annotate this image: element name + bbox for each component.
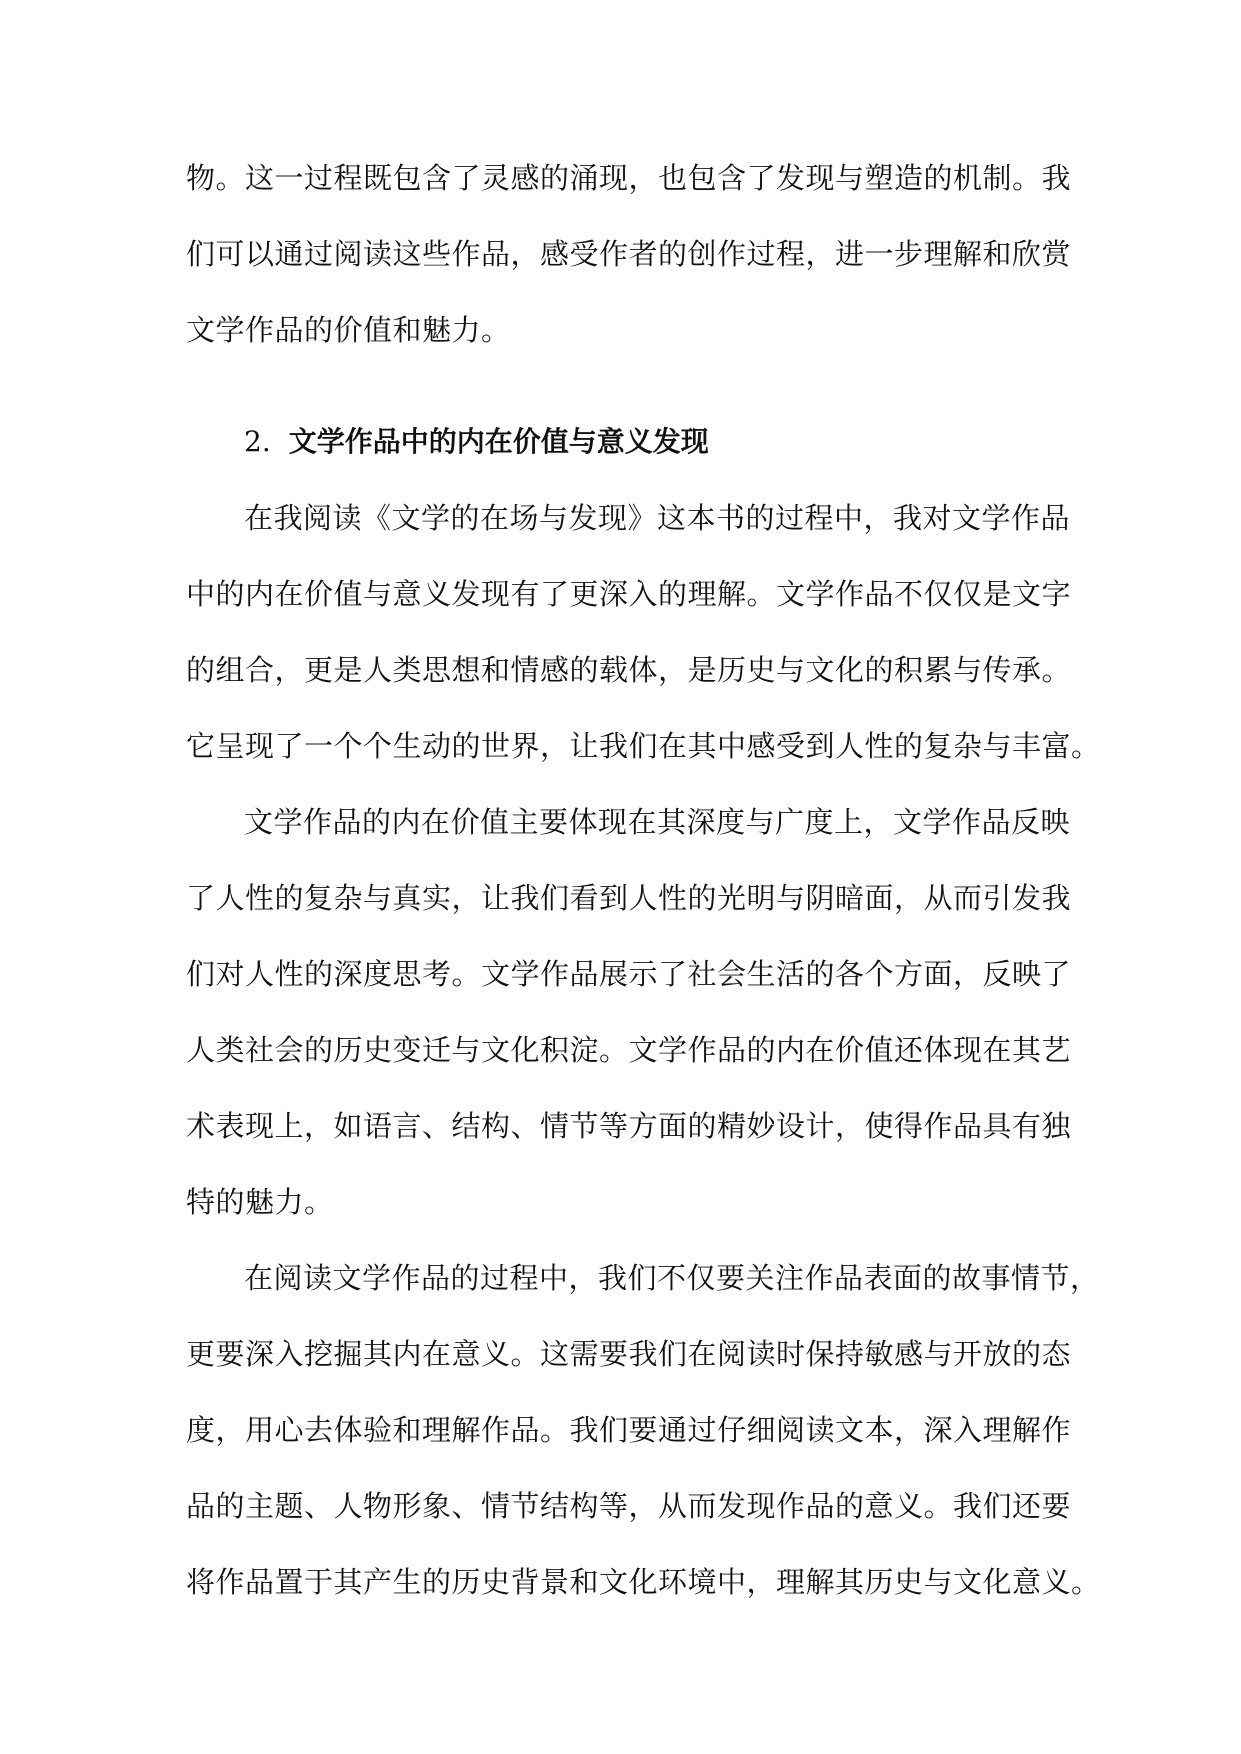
paragraph-1 <box>186 480 1101 784</box>
text-line: 在我阅读《文学的在场与发现》这本书的过程中，我对文学作品 <box>244 501 1071 535</box>
text-line: 将作品置于其产生的历史背景和文化环境中，理解其历史与文化意义。 <box>186 1565 1101 1599</box>
text-line: 的组合，更是人类思想和情感的载体，是历史与文化的积累与传承。 <box>186 653 1072 687</box>
document-page <box>186 140 1101 1620</box>
text-line: 们可以通过阅读这些作品，感受作者的创作过程，进一步理解和欣赏 <box>186 237 1072 271</box>
section-heading <box>186 404 1054 480</box>
text-line: 了人性的复杂与真实，让我们看到人性的光明与阴暗面，从而引发我 <box>186 881 1072 915</box>
paragraph-intro <box>186 140 1072 368</box>
section-title: 文学作品中的内在价值与意义发现 <box>288 425 709 458</box>
text-line: 在阅读文学作品的过程中，我们不仅要关注作品表面的故事情节， <box>244 1261 1100 1295</box>
section-number: 2. <box>244 425 271 458</box>
text-line: 中的内在价值与意义发现有了更深入的理解。文学作品不仅仅是文字 <box>186 577 1072 611</box>
paragraph-2 <box>186 784 1072 1240</box>
text-line: 们对人性的深度思考。文学作品展示了社会生活的各个方面，反映了 <box>186 957 1072 991</box>
paragraph-3 <box>186 1240 1101 1620</box>
text-line: 度，用心去体验和理解作品。我们要通过仔细阅读文本，深入理解作 <box>186 1413 1072 1447</box>
text-line: 它呈现了一个个生动的世界，让我们在其中感受到人性的复杂与丰富。 <box>186 729 1101 763</box>
text-line: 更要深入挖掘其内在意义。这需要我们在阅读时保持敏感与开放的态 <box>186 1337 1072 1371</box>
text-line: 品的主题、人物形象、情节结构等，从而发现作品的意义。我们还要 <box>186 1489 1072 1523</box>
text-line: 文学作品的内在价值主要体现在其深度与广度上，文学作品反映 <box>244 805 1071 839</box>
text-line: 术表现上，如语言、结构、情节等方面的精妙设计，使得作品具有独 <box>186 1109 1072 1143</box>
text-line: 特的魅力。 <box>186 1185 334 1219</box>
text-line: 人类社会的历史变迁与文化积淀。文学作品的内在价值还体现在其艺 <box>186 1033 1072 1067</box>
text-line: 物。这一过程既包含了灵感的涌现，也包含了发现与塑造的机制。我 <box>186 161 1072 195</box>
text-line: 文学作品的价值和魅力。 <box>186 313 511 347</box>
